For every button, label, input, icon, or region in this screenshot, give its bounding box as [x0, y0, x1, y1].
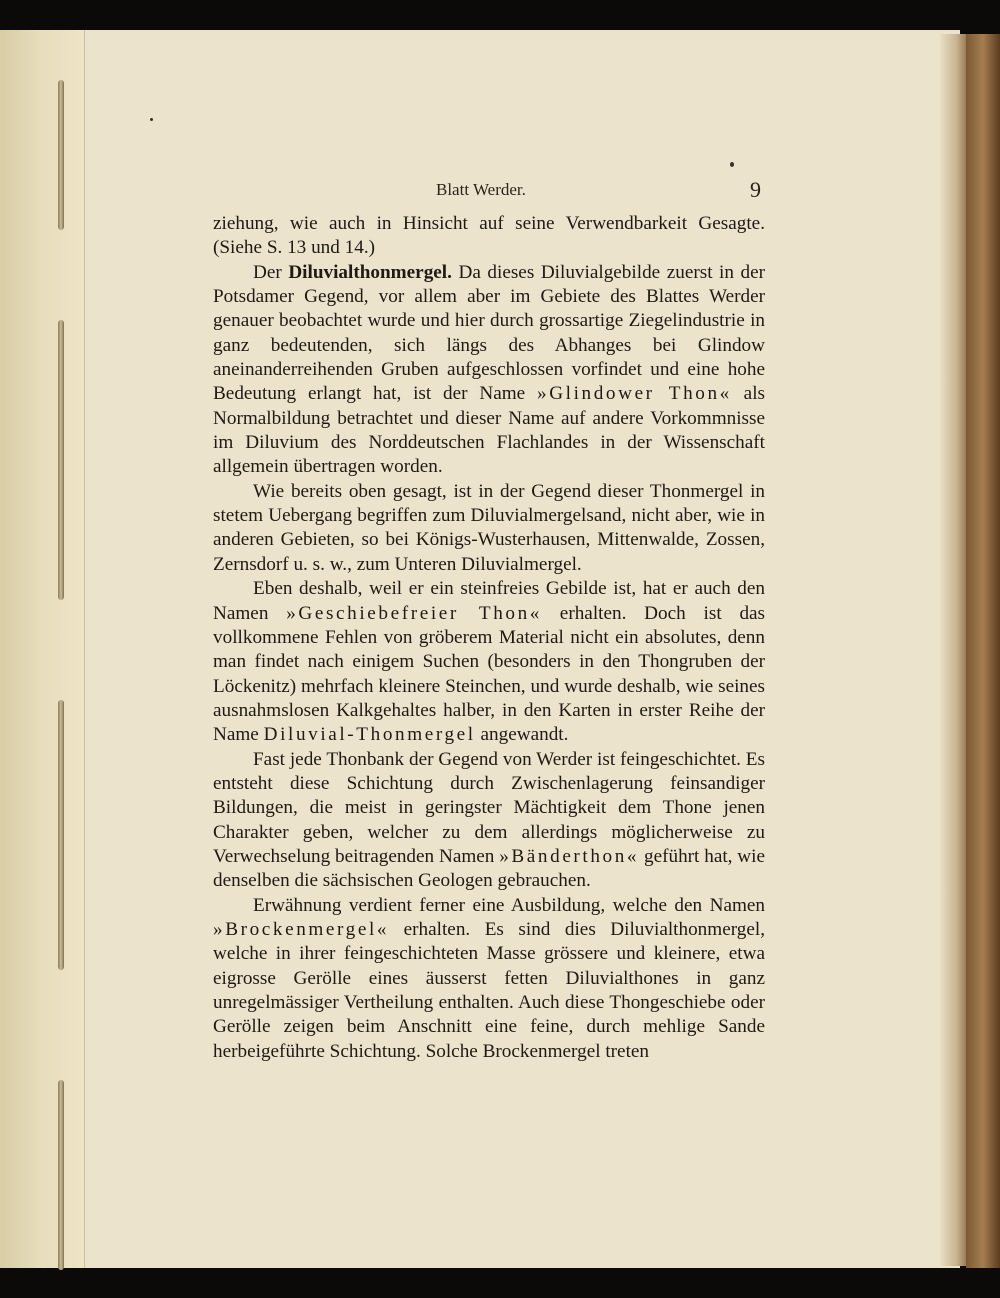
book-cover-edge: [966, 34, 1000, 1268]
binding-margin: [0, 30, 85, 1268]
paragraph-text: Da dieses Diluvialgebilde zuerst in der Potsdamer Gegend, vor allem aber im Gebiete des Blattes Werder genauer beobachtet wurde und hier durch grossartige Ziegelindustrie in ganz bedeutenden, sich längs des Abhanges bei Glindow aneinanderreihenden Gruben aufgeschlossen vorfindet und eine hohe Bedeutung erlangt hat, ist der Name: [213, 261, 766, 405]
paragraph-text: Fast jede Thonbank der Gegend von Werder ist feingeschichtet. Es entsteht diese Schichtung durch Zwischenlagerung feinsandiger Bildungen, die meist in geringster Mächtigkeit dem Thone jenen Charakter geben, welcher zu dem allerdings möglicherweise zu Verwechselung beitragenden Namen: [213, 748, 765, 867]
body-text: [213, 212, 765, 1064]
paper-speck: [150, 118, 153, 121]
paragraph-text: Erwähnung verdient ferner eine Ausbildung, welche den Namen: [253, 894, 765, 916]
paragraph: [213, 212, 765, 261]
running-header: [213, 177, 765, 206]
binding-thread: [58, 320, 64, 600]
paragraph: [213, 577, 765, 747]
binding-thread: [58, 1080, 64, 1270]
quoted-term: »Glindower Thon«: [537, 383, 732, 405]
paragraph: [213, 748, 765, 894]
binding-thread: [58, 700, 64, 970]
quoted-term: Diluvial-Thonmergel: [263, 724, 476, 746]
quoted-term: »Bänderthon«: [499, 845, 640, 867]
paragraph-text: geführt hat, wie denselben die sächsischen Geologen gebrauchen.: [213, 845, 766, 892]
paragraph: [213, 894, 765, 1064]
paragraph-text: erhalten. Es sind dies Diluvialthonmergel, welche in ihrer feingeschichteten Masse grössere und kleinere, etwa eigrosse Gerölle eines äusserst fetten Diluvialthones in ganz unregelmässiger Vertheilung enthalten. Auch diese Thongeschiebe oder Gerölle zeigen beim Anschnitt eine feine, durch mehlige Sande herbeigeführte Schichtung. Solche Brockenmergel treten: [213, 918, 765, 1062]
paragraph-text: erhalten. Doch ist das vollkommene Fehlen von gröberem Material nicht ein absolutes, denn man findet nach einigem Suchen (besonders in den Thongruben der Löckenitz) mehrfach kleinere Steinchen, und wurde deshalb, wie seines ausnahmslosen Kalkgehaltes halber, in den Karten in erster Reihe der Name: [213, 602, 766, 746]
paragraph: [213, 480, 765, 577]
paragraph-lead: Der: [253, 261, 282, 283]
header-title: Blatt Werder.: [436, 180, 526, 199]
quoted-term: »Geschiebefreier Thon«: [286, 602, 542, 624]
section-term: Diluvialthonmergel.: [288, 261, 452, 283]
paragraph: [213, 261, 765, 480]
paragraph-text: ziehung, wie auch in Hinsicht auf seine Verwendbarkeit Gesagte. (Siehe S. 13 und 14.): [213, 213, 765, 259]
paragraph-text: Eben deshalb, weil er ein steinfreies Gebilde ist, hat er auch den Namen: [213, 578, 765, 624]
page-number: 9: [750, 177, 761, 202]
paper-speck: [730, 162, 734, 167]
paragraph-text: angewandt.: [480, 724, 569, 746]
paragraph-text: als Normalbildung betrachtet und dieser Name auf andere Vorkommnisse im Diluvium des Norddeutschen Flachlandes in der Wissenschaft allgemein übertragen worden.: [213, 383, 765, 478]
quoted-term: »Brockenmergel«: [213, 918, 390, 940]
paragraph-text: Wie bereits oben gesagt, ist in der Gegend dieser Thonmergel in stetem Uebergang begriffen zum Diluvialmergelsand, nicht aber, wie in anderen Gebieten, so bei Königs-Wusterhausen, Mittenwalde, Zossen, Zernsdorf u. s. w., zum Unteren Diluvialmergel.: [213, 480, 765, 575]
binding-thread: [58, 80, 64, 230]
